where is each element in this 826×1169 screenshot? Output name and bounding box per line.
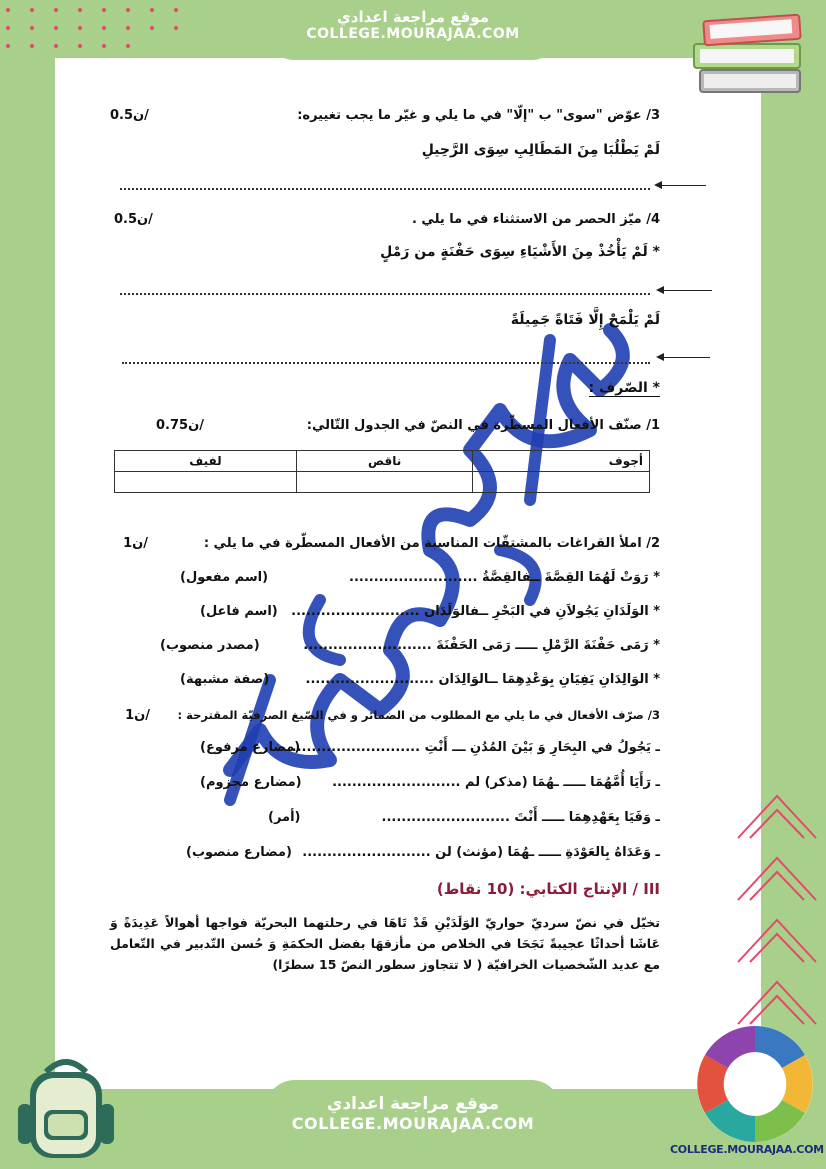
q3-title: 3/ عوّض "سوى" ب "إلّا" في ما يلي و غيّر ما يجب تغييره: (297, 108, 660, 123)
s3-item-1[interactable]: ـ يَجُولُ في البِحَارِ وَ بَيْنَ المُدُنِ ـــ أَنْتِ .......................... (291, 740, 660, 755)
footer-site-url[interactable]: COLLEGE.MOURAJAA.COM (291, 1114, 535, 1133)
q3-points: 0.5ن/ (110, 108, 149, 123)
s2-title: 2/ املأ القراغات بالمشتقّات المناسبة من الأفعال المسطّرة في ما يلي : (203, 536, 660, 551)
q3-answer-line[interactable] (120, 188, 650, 190)
s3-item-2[interactable]: ـ رَأَيَا أُمَّهُمَا ـــــ ـهُمَا (مذكر) لم .......................... (332, 775, 660, 790)
production-heading: III / الإنتاج الكتابي: (10 نقاط) (436, 880, 660, 898)
s3-hint-1: (مضارع مرفوع) (200, 740, 301, 755)
q4-answer-line-1[interactable] (120, 293, 650, 295)
s2-item-2[interactable]: * الوَلَدَانِ يَجُولاَنِ في البَحْرِ ــفالوَلَدَان .......................... (291, 604, 660, 619)
q4-sentence-2: لَمْ يَلْمَحْ إِلَّا فَتَاةً جَمِيلَةً (510, 312, 660, 328)
verb-classification-table (114, 450, 650, 493)
q3-sentence: لَمْ يَطْلُبَا مِنَ المَطَالِبِ سِوَى الرَّحِيلِ (421, 142, 660, 158)
cell-ajwaf[interactable] (473, 472, 650, 493)
decorative-dots (0, 0, 200, 60)
footer-banner[interactable] (265, 1080, 561, 1169)
cell-lafif[interactable] (115, 472, 297, 493)
q4-points: 0.5ن/ (114, 212, 153, 227)
s3-item-4[interactable]: ـ وَعَدَاهُ بِالعَوْدَةِ ـــــ ـهُمَا (مؤنث) لن .......................... (302, 845, 660, 860)
cell-naqis[interactable] (296, 472, 473, 493)
chevron-up-decoration-icon (734, 790, 820, 1050)
q4-title: 4/ ميّز الحصر من الاستثناء في ما يلي . (411, 212, 660, 227)
books-icon (692, 10, 812, 98)
header-site-url[interactable]: COLLEGE.MOURAJAA.COM (306, 26, 520, 42)
s2-points: 1ن/ (123, 536, 148, 551)
logo-caption: COLLEGE.MOURAJAA.COM (670, 1143, 824, 1156)
backpack-icon (16, 1052, 116, 1162)
production-prompt: تخيّل في نصّ سرديّ حواريّ الوَلَدَيْنِ قَدْ تَاهَا في رحلتهما البحريّة فواجها أهوالاً عَدِيدَةً وَ عَاشَا أحداثًا عجيبةً نَجَحَا في الخلاص من مأزقهَا بفضل الحكمَةِ وَ حُسن التّدبير في التّعامل مع عديد الشّخصيات الخرافيّة ( لا تتجاوز سطور النصّ 15 سطرًا) (110, 915, 660, 972)
header-banner[interactable] (265, 0, 561, 60)
s2-hint-4: (صفة مشبهة) (180, 672, 270, 687)
col-naqis: ناقص (296, 451, 473, 472)
s2-item-4[interactable]: * الوَالِدَانِ يَفِيَانِ بِوَعْدِهِمَا ــالوَالِدَان .......................... (305, 672, 660, 687)
q4-arrow-2-icon (658, 357, 710, 358)
s2-item-1[interactable]: * رَوَتْ لَهُمَا القِصَّةَ ــفالقِصَّةُ .......................... (349, 570, 660, 585)
header-site-arabic: موقع مراجعة اعدادي (337, 8, 489, 26)
s2-item-3[interactable]: * رَمَى حَفْنَةَ الرَّمْلِ ـــــ رَمَى الحَفْنَةَ .......................... (303, 638, 660, 653)
s1-title: 1/ صنّف الأفعال المسطّرة في النصّ في الجدول التّالي: (306, 418, 660, 433)
q4-arrow-1-icon (658, 290, 712, 291)
footer-site-arabic: موقع مراجعة اعدادي (326, 1094, 500, 1114)
col-ajwaf: أجوف (473, 451, 650, 472)
s1-points: 0.75ن/ (156, 418, 204, 433)
sarf-heading: * الصّرف : (588, 380, 660, 396)
s3-hint-4: (مضارع منصوب) (186, 845, 292, 860)
s3-title: 3/ صرّف الأفعال في ما يلي مع المطلوب من الضمائر و في الصّيغ الصرفيّة المقترحة : (177, 708, 660, 722)
education-logo-icon (692, 1022, 818, 1146)
s2-hint-1: (اسم مفعول) (180, 570, 269, 585)
s2-hint-2: (اسم فاعل) (200, 604, 278, 619)
s3-hint-2: (مضارع مجزوم) (200, 775, 302, 790)
s3-points: 1ن/ (125, 708, 150, 723)
q4-sentence-1: * لَمْ يَأْخُذْ مِنَ الأَشْيَاءِ سِوَى حَفْنَةٍ من رَمْلٍ (380, 244, 660, 260)
s3-item-3[interactable]: ـ وَفَيَا بِعَهْدِهِمَا ـــــ أَنْتَ .......................... (381, 810, 660, 825)
s3-hint-3: (أمر) (268, 810, 301, 825)
col-lafif: لفيف (115, 451, 297, 472)
q4-answer-line-2[interactable] (122, 362, 650, 364)
q3-arrow-icon (656, 185, 706, 186)
s2-hint-3: (مصدر منصوب) (160, 638, 260, 653)
frame-left (0, 0, 55, 1169)
